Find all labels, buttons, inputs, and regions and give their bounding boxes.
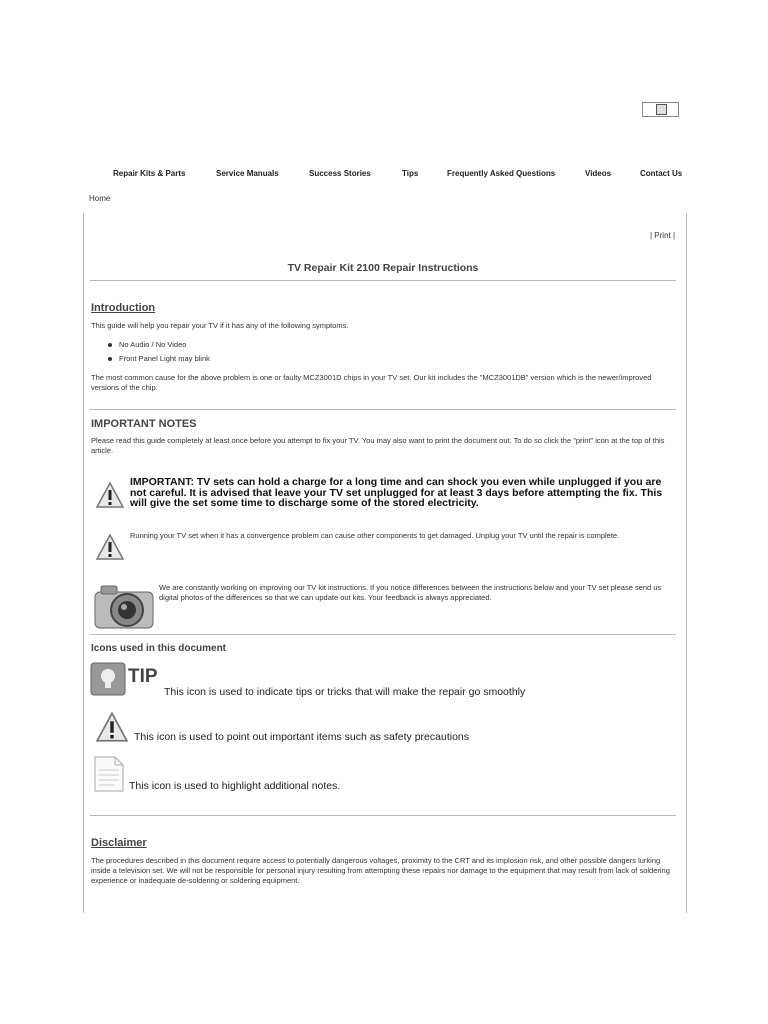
note-legend-text: This icon is used to highlight additional notes. bbox=[129, 780, 341, 792]
logo-icon[interactable] bbox=[642, 102, 679, 117]
content-frame bbox=[83, 213, 687, 913]
tip-legend-text: This icon is used to indicate tips or tricks that will make the repair go smoothly bbox=[164, 686, 526, 698]
introduction-heading: Introduction bbox=[91, 302, 156, 314]
nav-contact-us[interactable]: Contact Us bbox=[640, 169, 683, 178]
feedback-note: We are constantly working on improving our TV kit instructions. If you notice differences between the instructions below and your TV set please send us digital photos of the differences so that we can update out kits. Your feedback is always appreciated. bbox=[159, 583, 662, 602]
title-divider bbox=[90, 280, 676, 281]
page-title: TV Repair Kit 2100 Repair Instructions bbox=[287, 262, 479, 274]
cause-paragraph: The most common cause for the above problem is one or faulty MCZ3001D chips in your TV set. Our kit includes the "MCZ3001DB" version which is the newer/improved versions of the chip. bbox=[91, 373, 652, 392]
warning-legend-text: This icon is used to point out important items such as safety precautions bbox=[134, 731, 470, 743]
nav-tips[interactable]: Tips bbox=[402, 169, 419, 178]
nav-videos[interactable]: Videos bbox=[585, 169, 612, 178]
important-warning bbox=[130, 477, 675, 509]
tip-bulb-icon bbox=[90, 662, 126, 696]
note-page-icon bbox=[94, 756, 124, 792]
nav-service-manuals[interactable]: Service Manuals bbox=[216, 169, 279, 178]
intro-divider bbox=[90, 409, 676, 410]
symptom-list bbox=[91, 338, 210, 366]
important-notes-heading: IMPORTANT NOTES bbox=[91, 418, 197, 430]
nav-repair-kits[interactable]: Repair Kits & Parts bbox=[113, 169, 186, 178]
nav-success-stories[interactable]: Success Stories bbox=[309, 169, 371, 178]
important-notes-paragraph: Please read this guide completely at least once before you attempt to fix your TV. You may also want to print the document out. To do so click the "print" icon at the top of this article. bbox=[91, 436, 665, 455]
notes-divider bbox=[90, 634, 676, 635]
convergence-note: Running your TV set when it has a convergence problem can cause other components to get damaged. Unplug your TV until the repair is complete. bbox=[130, 531, 620, 540]
logo-glyph bbox=[656, 104, 667, 115]
warning-icon bbox=[96, 534, 124, 560]
symptom-item: Front Panel Light may blink bbox=[91, 352, 210, 366]
disclaimer-heading: Disclaimer bbox=[91, 837, 147, 849]
introduction-lead: This guide will help you repair your TV if it has any of the following symptoms. bbox=[91, 321, 349, 330]
warning-icon bbox=[96, 712, 128, 742]
disclaimer-paragraph: The procedures described in this document require access to potentially dangerous voltages, proximity to the CRT and its implosion risk, and other possible dangers lurking inside a television set. We will not be responsible for personal injury resulting from attempting these repairs nor damage to the equipment that may result from lack of soldering experience or inadequate de-soldering or soldering equipment. bbox=[91, 856, 670, 885]
print-link[interactable]: | Print | bbox=[650, 231, 676, 240]
warning-label: IMPORTANT: bbox=[130, 476, 194, 488]
symptom-item: No Audio / No Video bbox=[91, 338, 210, 352]
tip-label: TIP bbox=[128, 666, 158, 687]
icons-divider bbox=[90, 815, 676, 816]
camera-icon bbox=[93, 582, 155, 632]
icons-heading: Icons used in this document bbox=[91, 643, 227, 654]
warning-icon bbox=[96, 482, 124, 508]
breadcrumb-home[interactable]: Home bbox=[89, 194, 111, 203]
main-nav bbox=[0, 169, 768, 183]
warning-text: TV sets can hold a charge for a long time and can shock you even while unplugged if you are not careful. It is advised that leave your TV set unplugged for at least 3 days before attempting the fix. This will give the set some time to discharge some of the stored electricity. bbox=[130, 476, 663, 509]
nav-faq[interactable]: Frequently Asked Questions bbox=[447, 169, 556, 178]
tip-icon bbox=[90, 662, 160, 696]
